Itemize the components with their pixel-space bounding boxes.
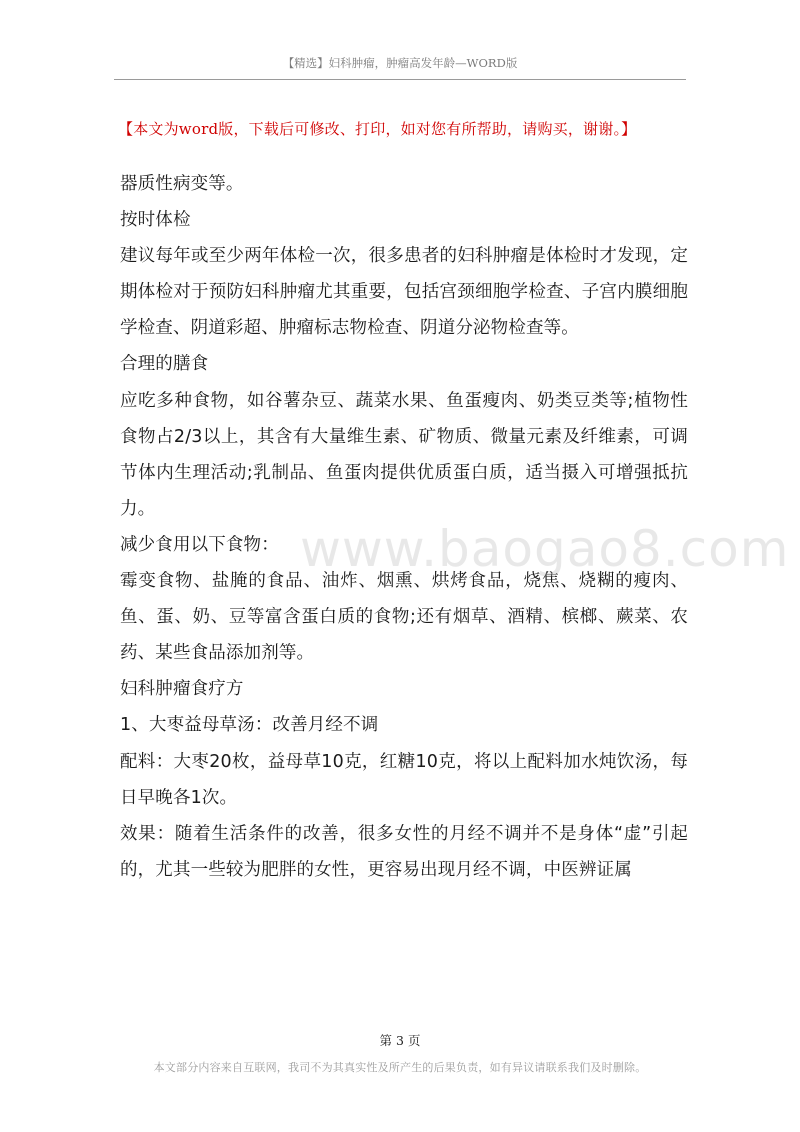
editable-notice-banner: 【本文为word版，下载后可修改、打印，如对您有所帮助，请购买，谢谢。】 [118, 120, 637, 138]
body-paragraph-1: 器质性病变等。 [120, 174, 244, 194]
body-paragraph-diet: 应吃多种食物，如谷薯杂豆、蔬菜水果、鱼蛋瘦肉、奶类豆类等;植物性食物占2/3以上，其含有大量维生素、矿物质、微量元素及纤维素，可调节体内生理活动;乳制品、鱼蛋肉提供优质蛋白质，适当摄入可增强抵抗力。 [120, 390, 688, 519]
body-paragraph-reduce-foods: 霉变食物、盐腌的食品、油炸、烟熏、烘烤食品，烧焦、烧糊的瘦肉、鱼、蛋、奶、豆等富含蛋白质的食物;还有烟草、酒精、槟榔、蕨菜、农药、某些食品添加剂等。 [120, 571, 688, 664]
page-footer-disclaimer: 本文部分内容来自互联网，我司不为其真实性及所产生的后果负责，如有异议请联系我们及时删除。 [153, 1061, 647, 1074]
section-heading-diet: 合理的膳食 [120, 354, 209, 375]
section-heading-checkup: 按时体检 [120, 210, 191, 231]
body-paragraph-checkup: 建议每年或至少两年体检一次，很多患者的妇科肿瘤是体检时才发现，定期体检对于预防妇科肿瘤尤其重要，包括宫颈细胞学检查、子宫内膜细胞学检查、阴道彩超、肿瘤标志物检查、阴道分泌物检查等。 [120, 246, 688, 339]
site-watermark: www.baogao8.com [300, 520, 790, 578]
page-header: 【精选】妇科肿瘤，肿瘤高发年龄—WORD版 [282, 56, 518, 70]
recipe-ingredients-1: 配料：大枣20枚，益母草10克，红糖10克，将以上配料加水炖饮汤，每日早晚各1次。 [120, 751, 688, 808]
page-number: 第 3 页 [379, 1033, 421, 1048]
recipe-effect-1: 效果：随着生活条件的改善，很多女性的月经不调并不是身体“虚”引起的，尤其一些较为肥胖的女性，更容易出现月经不调，中医辨证属 [120, 823, 688, 880]
header-divider [114, 79, 686, 80]
recipe-title-1: 1、大枣益母草汤：改善月经不调 [120, 715, 379, 736]
section-heading-reduce-foods: 减少食用以下食物： [120, 534, 279, 555]
section-heading-diet-therapy: 妇科肿瘤食疗方 [120, 679, 244, 700]
